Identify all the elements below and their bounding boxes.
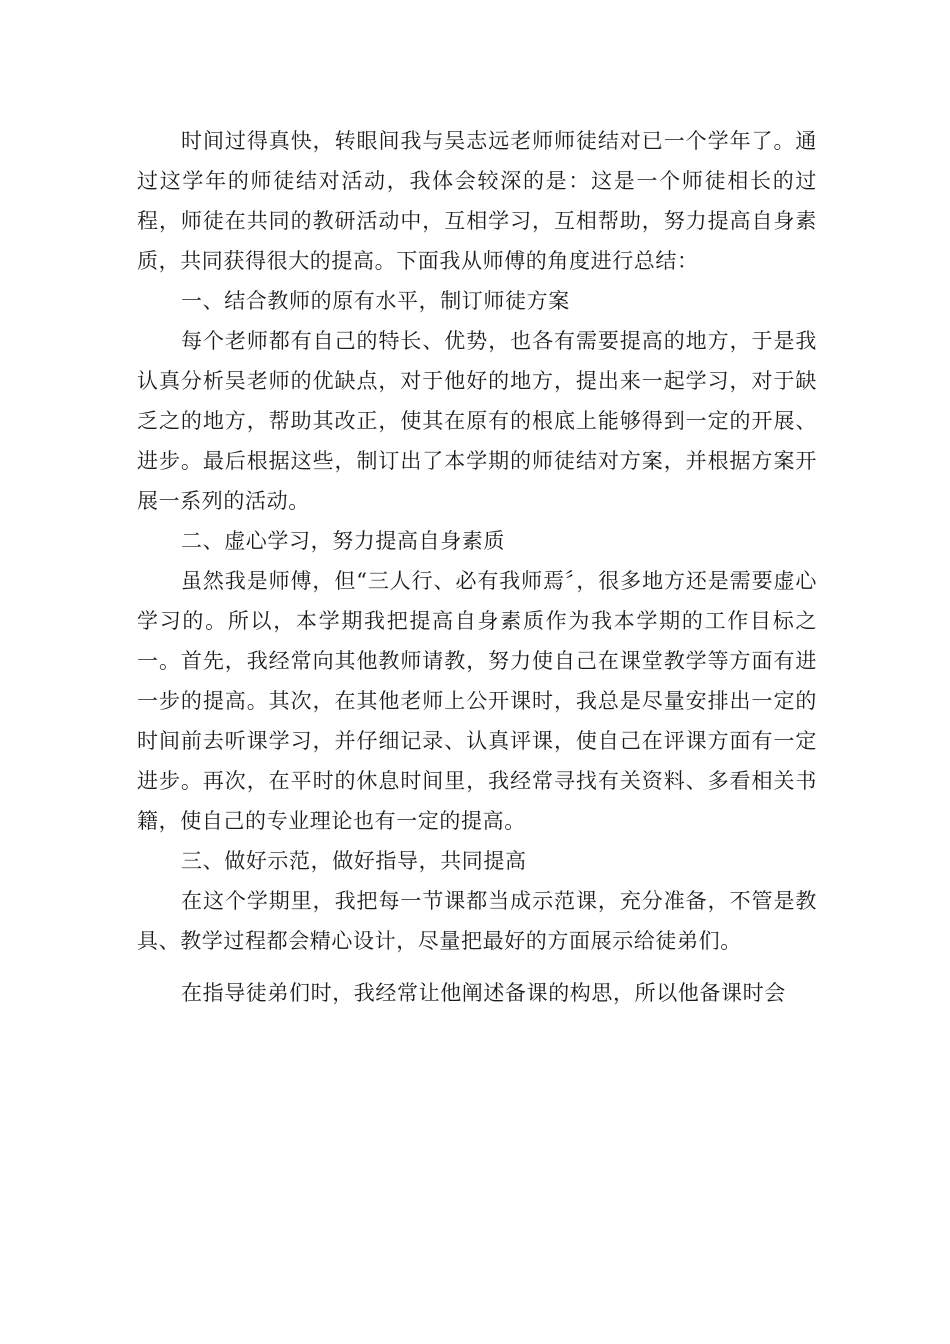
- section-heading-1: 一、结合教师的原有水平，制订师徒方案: [181, 289, 570, 313]
- section-3-paragraph-continued: 在指导徒弟们时，我经常让他阐述备课的构思，所以他备课时会: [181, 981, 786, 1005]
- section-3-paragraph: 在这个学期里，我把每一节课都当成示范课，充分准备，不管是教具、教学过程都会精心设计，尽量把最好的方面展示给徒弟们。: [137, 889, 817, 953]
- section-heading-3: 三、做好示范，做好指导，共同提高: [181, 849, 527, 873]
- section-2-paragraph: 虽然我是师傅，但“三人行、必有我师焉〞，很多地方还是需要虚心学习的。所以，本学期我把提高自身素质作为我本学期的工作目标之一。首先，我经常向其他教师请教，努力使自己在课堂教学等方面有进一步的提高。其次，在其他老师上公开课时，我总是尽量安排出一定的时间前去听课学习，并仔细记录、认真评课，使自己在评课方面有一定进步。再次，在平时的休息时间里，我经常寻找有关资料、多看相关书籍，使自己的专业理论也有一定的提高。: [137, 569, 817, 833]
- section-heading-2: 二、虚心学习，努力提高自身素质: [181, 529, 505, 553]
- section-1-paragraph: 每个老师都有自己的特长、优势，也各有需要提高的地方，于是我认真分析吴老师的优缺点，对于他好的地方，提出来一起学习，对于缺乏之的地方，帮助其改正，使其在原有的根底上能够得到一定的开展、进步。最后根据这些，制订出了本学期的师徒结对方案，并根据方案开展一系列的活动。: [137, 329, 817, 513]
- document-body: [137, 121, 817, 1013]
- intro-paragraph: 时间过得真快，转眼间我与吴志远老师师徒结对已一个学年了。通过这学年的师徒结对活动，我体会较深的是：这是一个师徒相长的过程，师徒在共同的教研活动中，互相学习，互相帮助，努力提高自身素质，共同获得很大的提高。下面我从师傅的角度进行总结：: [137, 129, 817, 273]
